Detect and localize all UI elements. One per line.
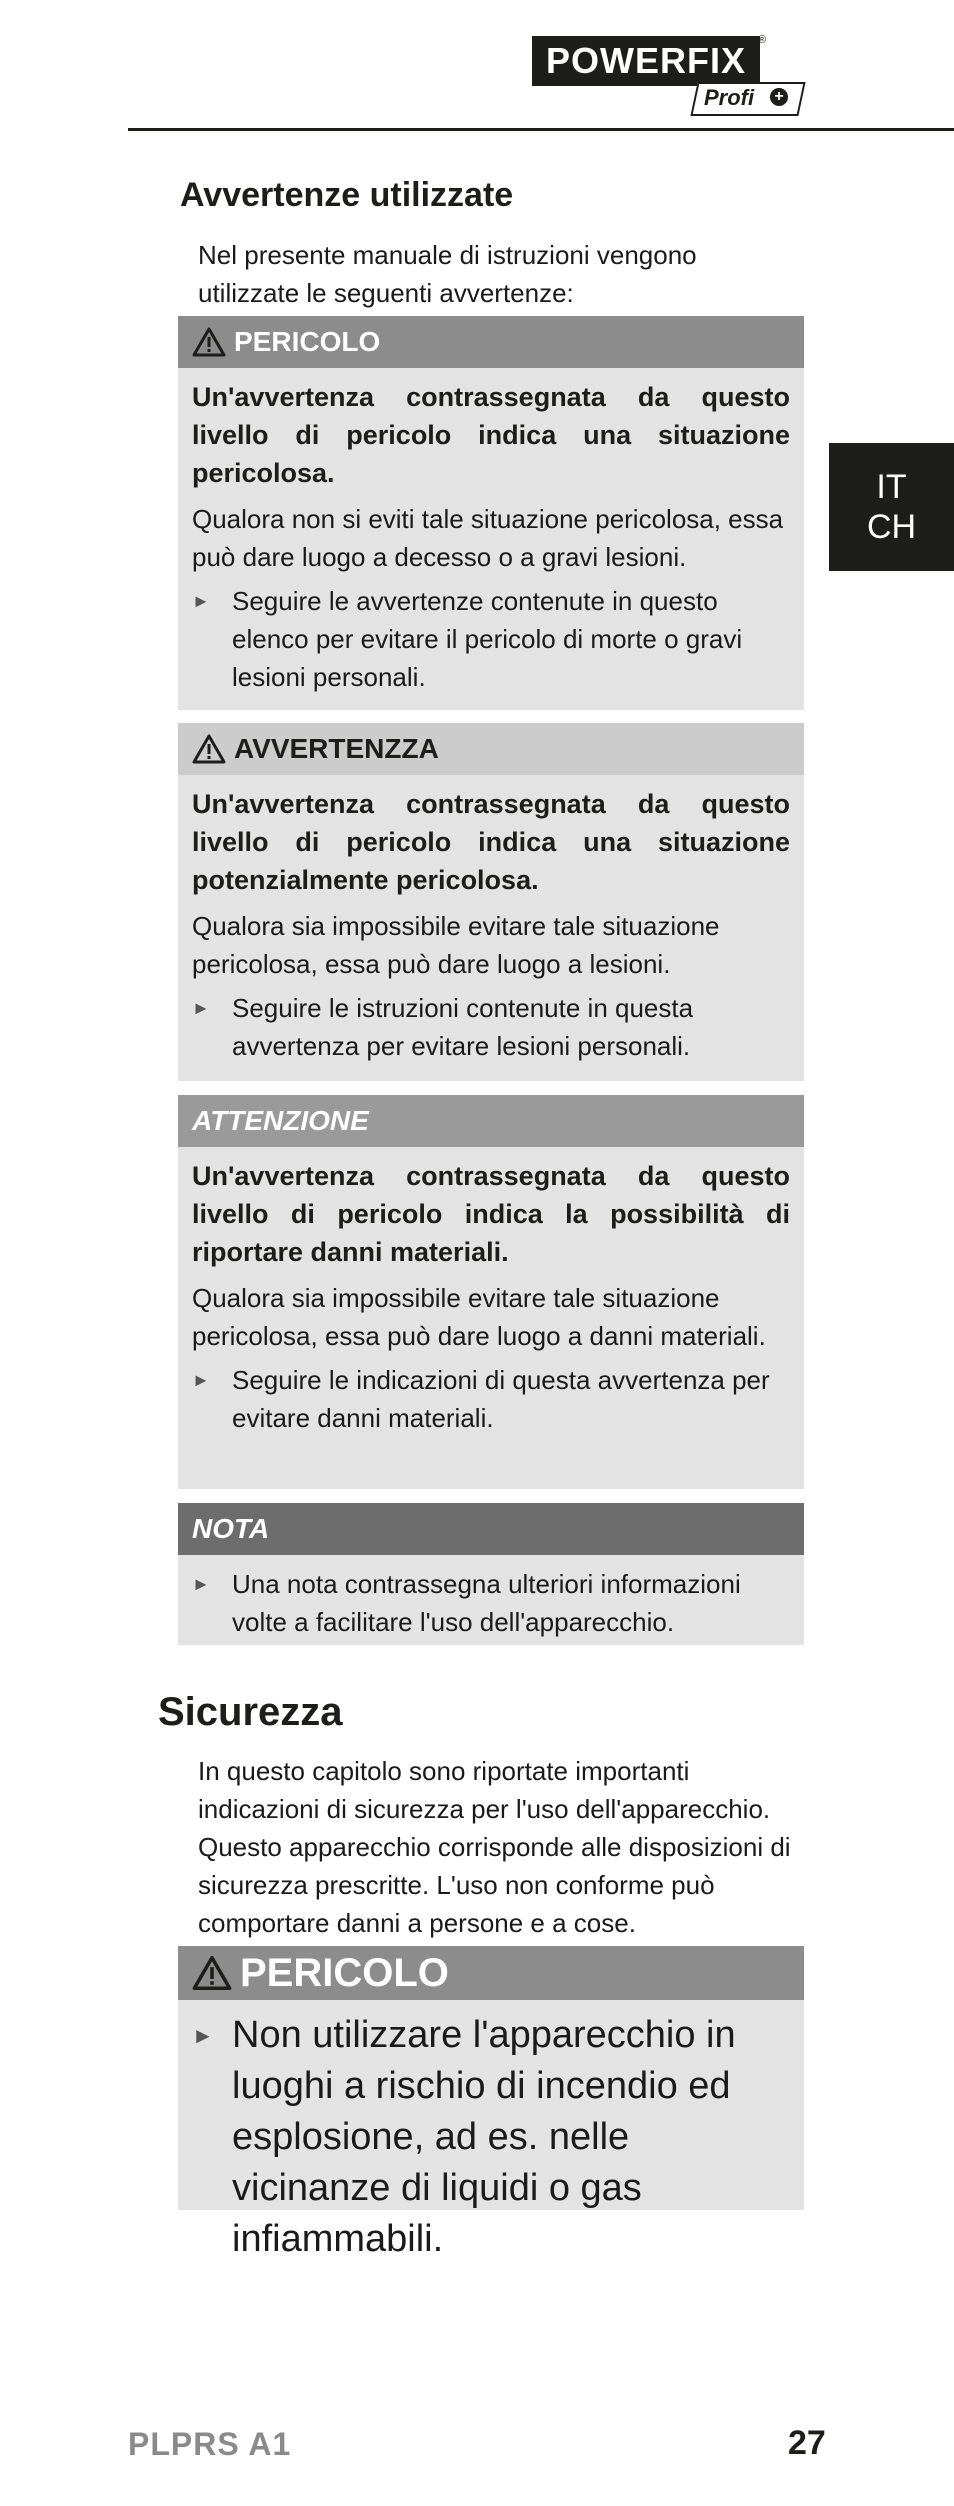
safety-danger-box-header (178, 1946, 804, 2000)
note-box-header (178, 1503, 804, 1555)
danger-box-label: PERICOLO (234, 326, 381, 357)
bullet-triangle-icon: ► (192, 998, 210, 1018)
language-code-it: IT (876, 468, 907, 506)
subsection-heading: Avvertenze utilizzate (180, 176, 514, 214)
language-code-ch: CH (866, 508, 917, 546)
subsection-intro: Nel presente manuale di istruzioni vengono utilizzate le seguenti avvertenze: (198, 240, 697, 308)
warning-triangle-icon (192, 1955, 232, 1991)
section-heading: Sicurezza (158, 1690, 343, 1734)
caution-box-header (178, 1095, 804, 1147)
note-box-label: NOTA (192, 1513, 270, 1544)
caution-box (178, 1095, 804, 1489)
danger-box-text: Qualora non si eviti tale situazione pericolosa, essa può dare luogo a decesso o a gravi lesioni. (192, 504, 784, 572)
danger-box-definition: Un'avvertenza contrassegnata da questo livello di pericolo indica una situazione pericolosa. (192, 382, 790, 488)
safety-danger-box (178, 1946, 804, 2260)
bullet-triangle-icon: ► (192, 1574, 210, 1594)
registered-mark: ® (758, 34, 767, 46)
bullet-triangle-icon: ► (192, 2023, 214, 2048)
warning-triangle-icon (192, 327, 226, 357)
warning-box (178, 723, 804, 1081)
bullet-triangle-icon: ► (192, 591, 210, 611)
safety-danger-bullet (192, 2010, 790, 2265)
header-rule (128, 128, 954, 131)
danger-box-bullet-text: Seguire le avvertenze contenute in questo elenco per evitare il pericolo di morte o gravi lesioni personali. (232, 586, 743, 692)
warning-box-bullet (192, 989, 790, 1065)
warning-box-label: AVVERTENZZA (234, 733, 439, 764)
brand-sub: Profi (704, 85, 755, 110)
caution-box-definition: Un'avvertenza contrassegnata da questo livello di pericolo indica la possibilità di riportare danni materiali. (192, 1161, 790, 1267)
caution-box-bullet (192, 1361, 790, 1437)
warning-box-text: Qualora sia impossibile evitare tale situazione pericolosa, essa può dare luogo a lesioni. (192, 911, 720, 979)
note-box-bullet-text: Una nota contrassegna ulteriori informazioni volte a facilitare l'uso dell'apparecchio. (232, 1569, 741, 1637)
note-box-bullet (192, 1565, 790, 1641)
danger-box (178, 316, 804, 710)
section-intro: In questo capitolo sono riportate importanti indicazioni di sicurezza per l'uso dell'apparecchio. Questo apparecchio corrisponde alle disposizioni di sicurezza prescritte. L'uso non conforme può comportare danni a persone e a cose. (198, 1756, 791, 1938)
bullet-triangle-icon: ► (192, 1370, 210, 1390)
warning-triangle-icon (192, 734, 226, 764)
safety-danger-bullet-text: Non utilizzare l'apparecchio in luoghi a rischio di incendio ed esplosione, ad es. nelle vicinanze di liquidi o gas infiammabili. (232, 2014, 736, 2260)
note-box (178, 1503, 804, 1645)
page-number: 27 (788, 2424, 826, 2462)
safety-danger-box-label: PERICOLO (240, 1950, 449, 1995)
caution-box-bullet-text: Seguire le indicazioni di questa avvertenza per evitare danni materiali. (232, 1365, 770, 1433)
danger-box-bullet (192, 582, 790, 696)
language-tab (829, 443, 954, 571)
brand-name: POWERFIX (532, 36, 760, 86)
warning-box-bullet-text: Seguire le istruzioni contenute in questa avvertenza per evitare lesioni personali. (232, 993, 694, 1061)
brand-logo (532, 36, 802, 114)
footer-model: PLPRS A1 (128, 2426, 292, 2462)
brand-plus-icon: + (770, 88, 788, 106)
caution-box-label: ATTENZIONE (192, 1105, 369, 1136)
caution-box-text: Qualora sia impossibile evitare tale situazione pericolosa, essa può dare luogo a danni materiali. (192, 1283, 766, 1351)
danger-box-header (178, 316, 804, 368)
warning-box-header (178, 723, 804, 775)
warning-box-definition: Un'avvertenza contrassegnata da questo livello di pericolo indica una situazione potenzialmente pericolosa. (192, 789, 790, 895)
